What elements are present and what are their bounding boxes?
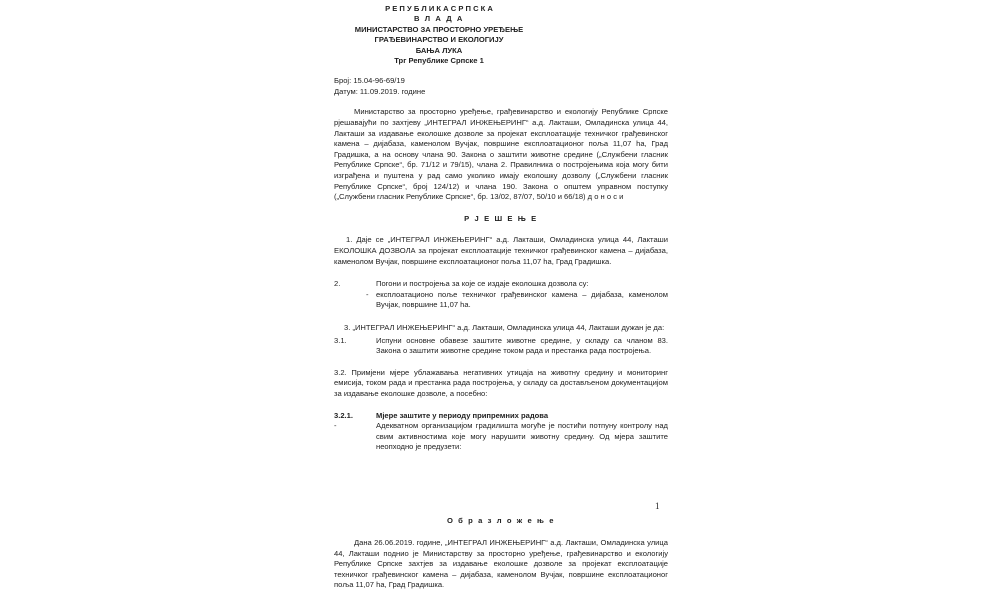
- decision-item-2-sub: [334, 290, 668, 311]
- item-3-2-1-heading: Мјере заштите у периоду припремних радова: [376, 410, 549, 420]
- document-header: [334, 4, 544, 66]
- decision-item-1: 1. Даје се „ИНТЕГРАЛ ИНЖЕЊЕРИНГ“ а.д. Лакташи, Омладинска улица 44, Лакташи ЕКОЛОШКА ДОЗВОЛА за пројекат експлоатације техничког грађевинског камена – дијабаза, каменолом Вучјак, површине експлоатационог поља 11,07 ha, Град Градишка.: [334, 235, 668, 266]
- decision-item-3-2-1: [334, 411, 668, 422]
- decision-item-3-2: 3.2. Примјени мјере ублажавања негативних утицаја на животну средину и мониторинг емисија, током рада и престанка рада постројења, у складу са достављеном документацијом за издавање еколошке дозволе, а посебно:: [334, 367, 668, 398]
- header-republic: Р Е П У Б Л И К А С Р П С К А: [385, 4, 493, 13]
- document-body: [334, 4, 668, 590]
- item-3-2-1-number: 3.2.1.: [334, 410, 353, 420]
- header-government: В Л А Д А: [413, 14, 465, 24]
- item-2-sub-text: експлоатационо поље техничког грађевинског камена – дијабаза, каменолом Вучјак, површине 11,07 ha.: [376, 289, 668, 310]
- item-3-2-1-dash: -: [334, 421, 337, 431]
- explanation-title: О б р а з л о ж е њ е: [446, 516, 556, 525]
- decision-title: Р Ј Е Ш Е Њ Е: [464, 213, 538, 223]
- item-3-2-1-sub-text: Адекватном организацијом градилишта могуће је постићи потпуну контролу над свим активностима које могу нарушити животну средину. Од мјера заштите неопходно је предузети:: [376, 421, 668, 452]
- item-2-text: Погони и постројења за које се издаје еколошка дозвола су:: [376, 279, 589, 289]
- document-meta: [334, 76, 668, 97]
- decision-item-2: [334, 279, 668, 290]
- item-2-number: 2.: [334, 279, 341, 289]
- header-city: БАЊА ЛУКА: [415, 45, 463, 55]
- header-ministry-line2: ГРАЂЕВИНАРСТВО И ЕКОЛОГИЈУ: [374, 35, 504, 45]
- item-3-1-text: Испуни основне обавезе заштите животне средине, у складу са чланом 83. Закона о заштити животне средине током рада и престанка рада постројења.: [376, 335, 668, 356]
- item-2-dash: -: [366, 289, 369, 299]
- document-number: Број: 15.04-96-69/19: [334, 76, 405, 86]
- intro-paragraph: Министарство за просторно уређење, грађевинарство и екологију Републике Српске рјешавајући по захтјеву „ИНТЕГРАЛ ИНЖЕЊЕРИНГ“ а.д. Лакташи, Омладинска улица 44, Лакташи за издавање еколошке дозволе за пројекат експлоатације техничког грађевинског камена – дијабаза, каменолом Вучјак, површине експлоатационог поља 11,07 ha, Град Градишка, а на основу члана 90. Закона о заштити животне средине („Службени гласник Републике Српске“, бр. 71/12 и 79/15), члана 2. Правилника о постројењима која могу бити изграђена и пуштена у рад само уколико имају еколошку дозволу („Службени гласник Републике Српске“, број 124/12) и члана 190. Закона о општем управном поступку („Службени гласник Републике Српске“, бр. 13/02, 87/07, 50/10 и 66/18) д о н о с и: [334, 107, 668, 202]
- document-date: Датум: 11.09.2019. године: [334, 86, 426, 96]
- explanation-paragraph: Дана 26.06.2019. године, „ИНТЕГРАЛ ИНЖЕЊЕРИНГ“ а.д. Лакташи, Омладинска улица 44, Лакташи поднио је Министарству за просторно уређење, грађевинарство и екологију Републике Српске захтјев за издавање еколошке дозволе за пројекат експлоатације техничког грађевинског камена – дијабаза, каменолом Вучјак, површине експлоатационог поља 11,07 ha, Град Градишка.: [334, 538, 668, 590]
- page-number: 1: [655, 501, 660, 511]
- item-3-1-number: 3.1.: [334, 335, 347, 345]
- decision-item-3: 3. „ИНТЕГРАЛ ИНЖЕЊЕРИНГ“ а.д. Лакташи, Омладинска улица 44, Лакташи дужан је да:: [344, 322, 665, 332]
- decision-item-3-2-1-sub: [334, 421, 668, 453]
- decision-item-3-1: [334, 336, 668, 357]
- header-ministry-line1: МИНИСТАРСТВО ЗА ПРОСТОРНО УРЕЂЕЊЕ: [354, 24, 524, 34]
- header-address: Трг Републике Српске 1: [394, 56, 484, 66]
